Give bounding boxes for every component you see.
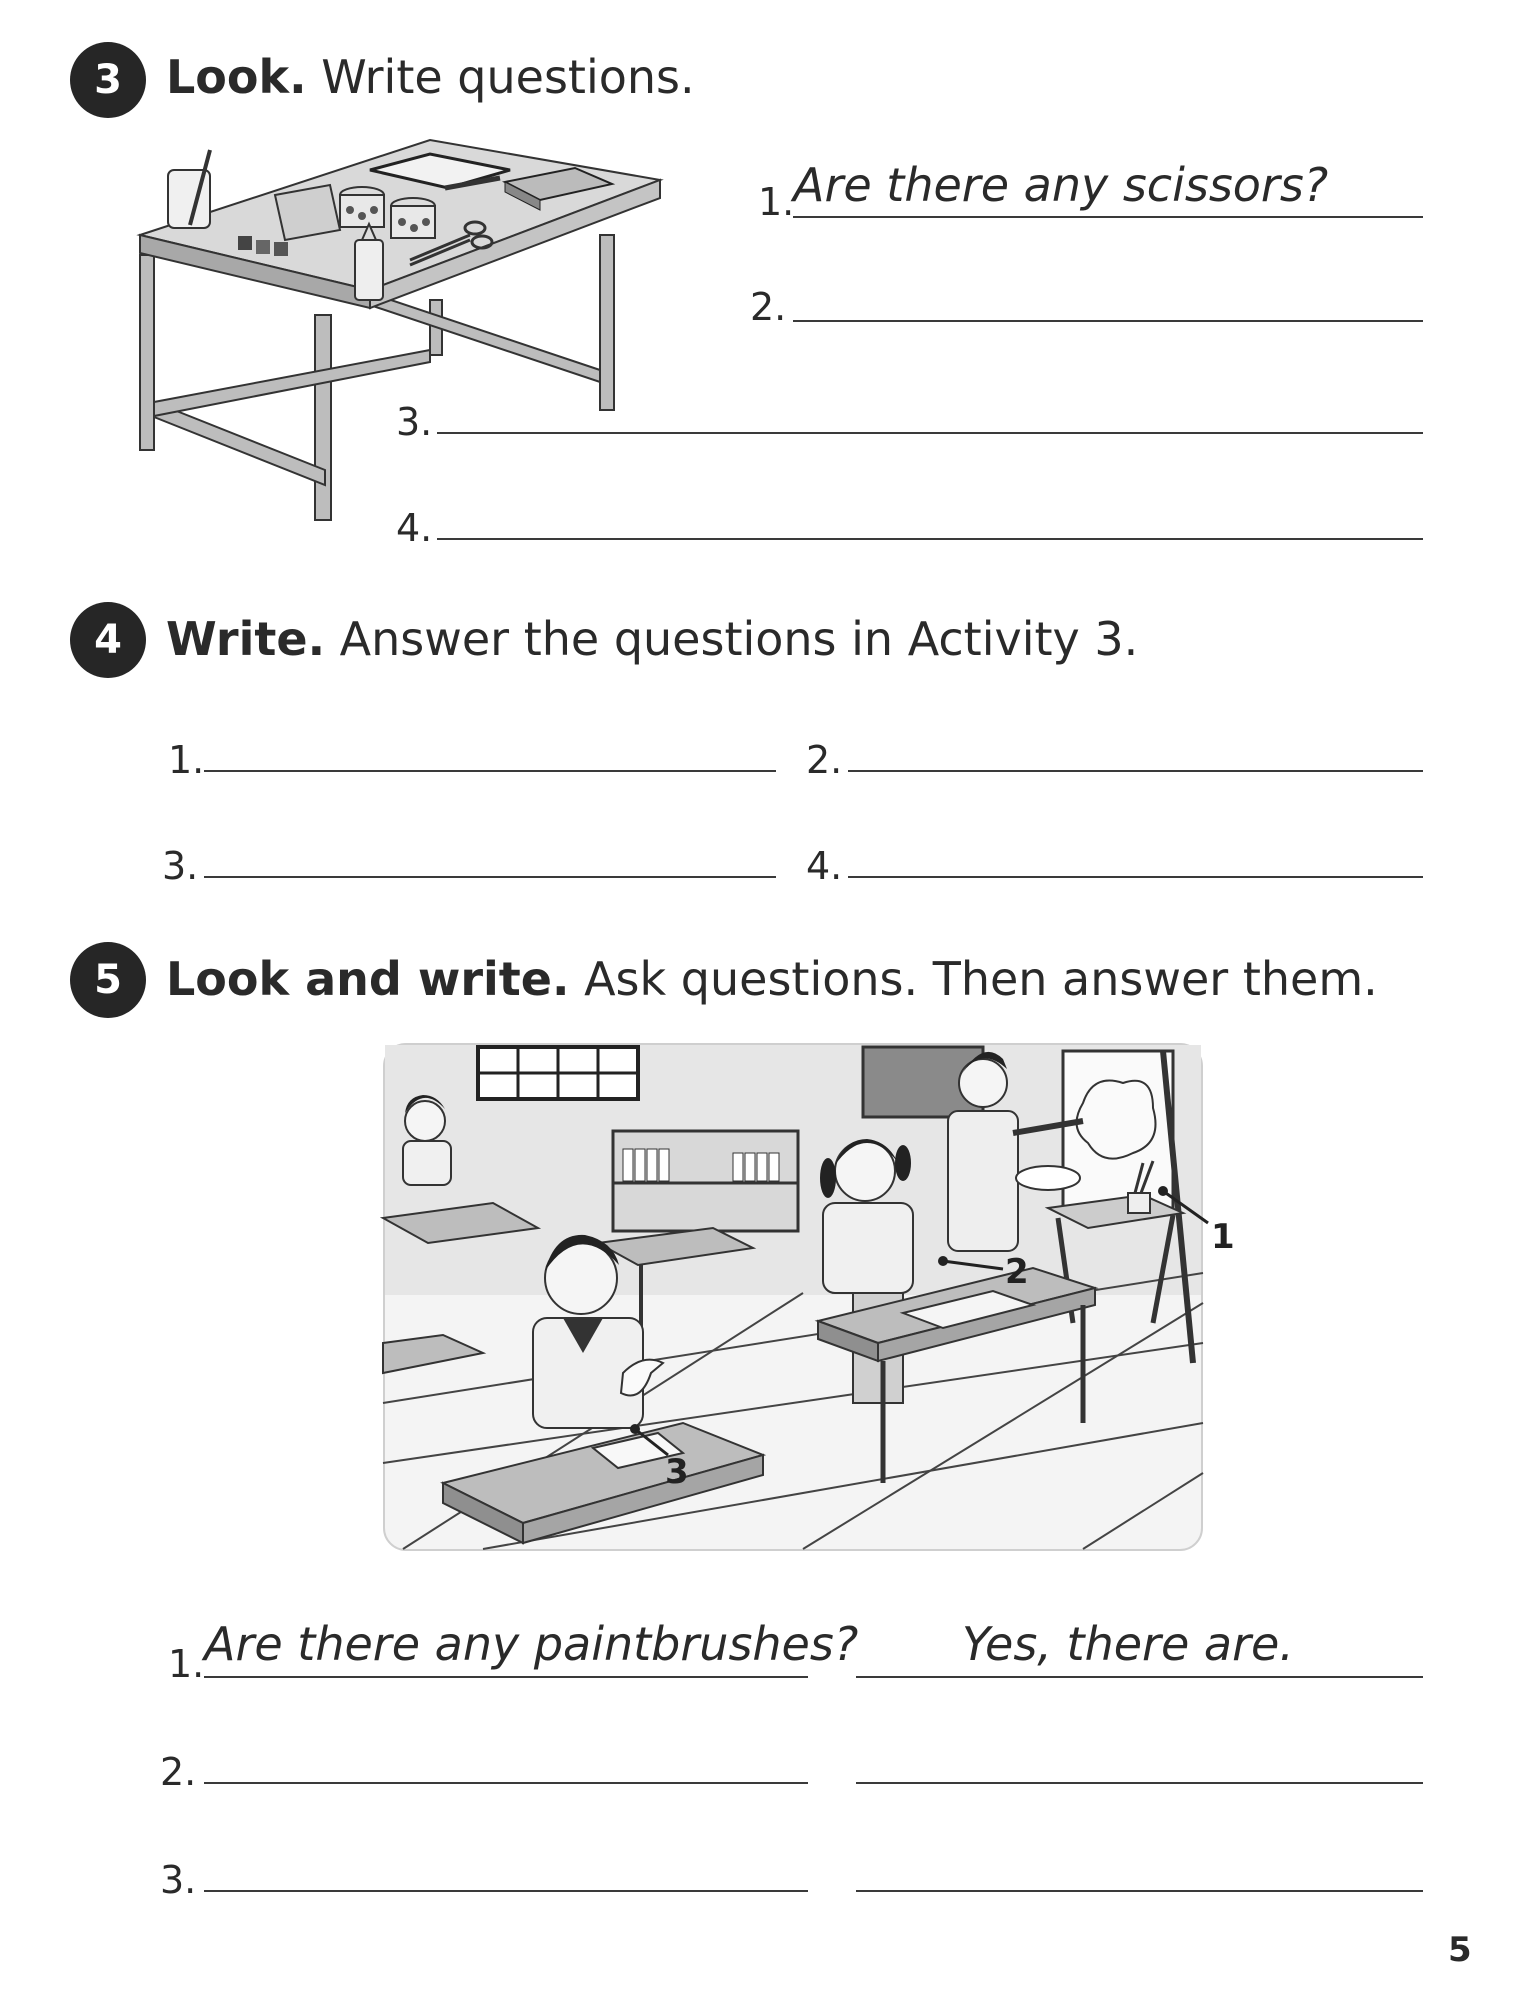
activity-5-question-1: Are there any paintbrushes? [204,1617,859,1671]
activity-5-line-3-label: 3. [160,1858,197,1902]
activity-5-line-1-label: 1. [168,1642,205,1686]
activity-3-line-3-label: 3. [396,400,433,444]
art-table-illustration [130,140,670,520]
activity-5-number: 5 [70,942,146,1018]
activity-4-line-1[interactable] [204,770,776,772]
activity-4-line-4[interactable] [848,876,1423,878]
activity-4-line-4-label: 4. [806,844,843,888]
activity-3-line-1[interactable] [793,216,1423,218]
activity-5-line-2-label: 2. [160,1750,197,1794]
activity-4-line-2-label: 2. [806,738,843,782]
activity-5-answer-line-2[interactable] [856,1782,1423,1784]
activity-3-number: 3 [70,42,146,118]
activity-5-question-line-3[interactable] [204,1890,808,1892]
page-number: 5 [1448,1930,1472,1970]
activity-5-answer-1: Yes, there are. [962,1617,1294,1671]
activity-5-answer-line-1[interactable] [856,1676,1423,1678]
activity-3-line-4[interactable] [437,538,1423,540]
activity-5-question-line-1[interactable] [204,1676,808,1678]
activity-4-instruction-bold: Write. [166,612,326,666]
activity-3-line-4-label: 4. [396,506,433,550]
activity-4-line-1-label: 1. [168,738,205,782]
callout-3-label: 3 [665,1452,689,1492]
activity-4-line-3[interactable] [204,876,776,878]
activity-5-answer-line-3[interactable] [856,1890,1423,1892]
activity-3-instruction-bold: Look. [166,50,307,104]
activity-3-instruction-rest: Write questions. [306,50,695,104]
activity-5-question-line-2[interactable] [204,1782,808,1784]
callout-1-label: 1 [1211,1217,1235,1257]
activity-3-line-2[interactable] [793,320,1423,322]
activity-4-heading [166,612,1138,666]
activity-4-instruction-rest: Answer the questions in Activity 3. [325,612,1139,666]
activity-3-line-3[interactable] [437,432,1423,434]
activity-4-line-2[interactable] [848,770,1423,772]
activity-5-heading [166,952,1378,1006]
activity-3-heading [166,50,695,104]
activity-4-number: 4 [70,602,146,678]
activity-5-instruction-bold: Look and write. [166,952,570,1006]
activity-3-line-2-label: 2. [750,285,787,329]
activity-3-answer-1: Are there any scissors? [793,158,1329,212]
activity-5-instruction-rest: Ask questions. Then answer them. [569,952,1378,1006]
callout-2-label: 2 [1005,1252,1029,1292]
art-classroom-illustration [383,1043,1235,1551]
activity-4-line-3-label: 3. [162,844,199,888]
activity-3-line-1-label: 1. [758,180,795,224]
